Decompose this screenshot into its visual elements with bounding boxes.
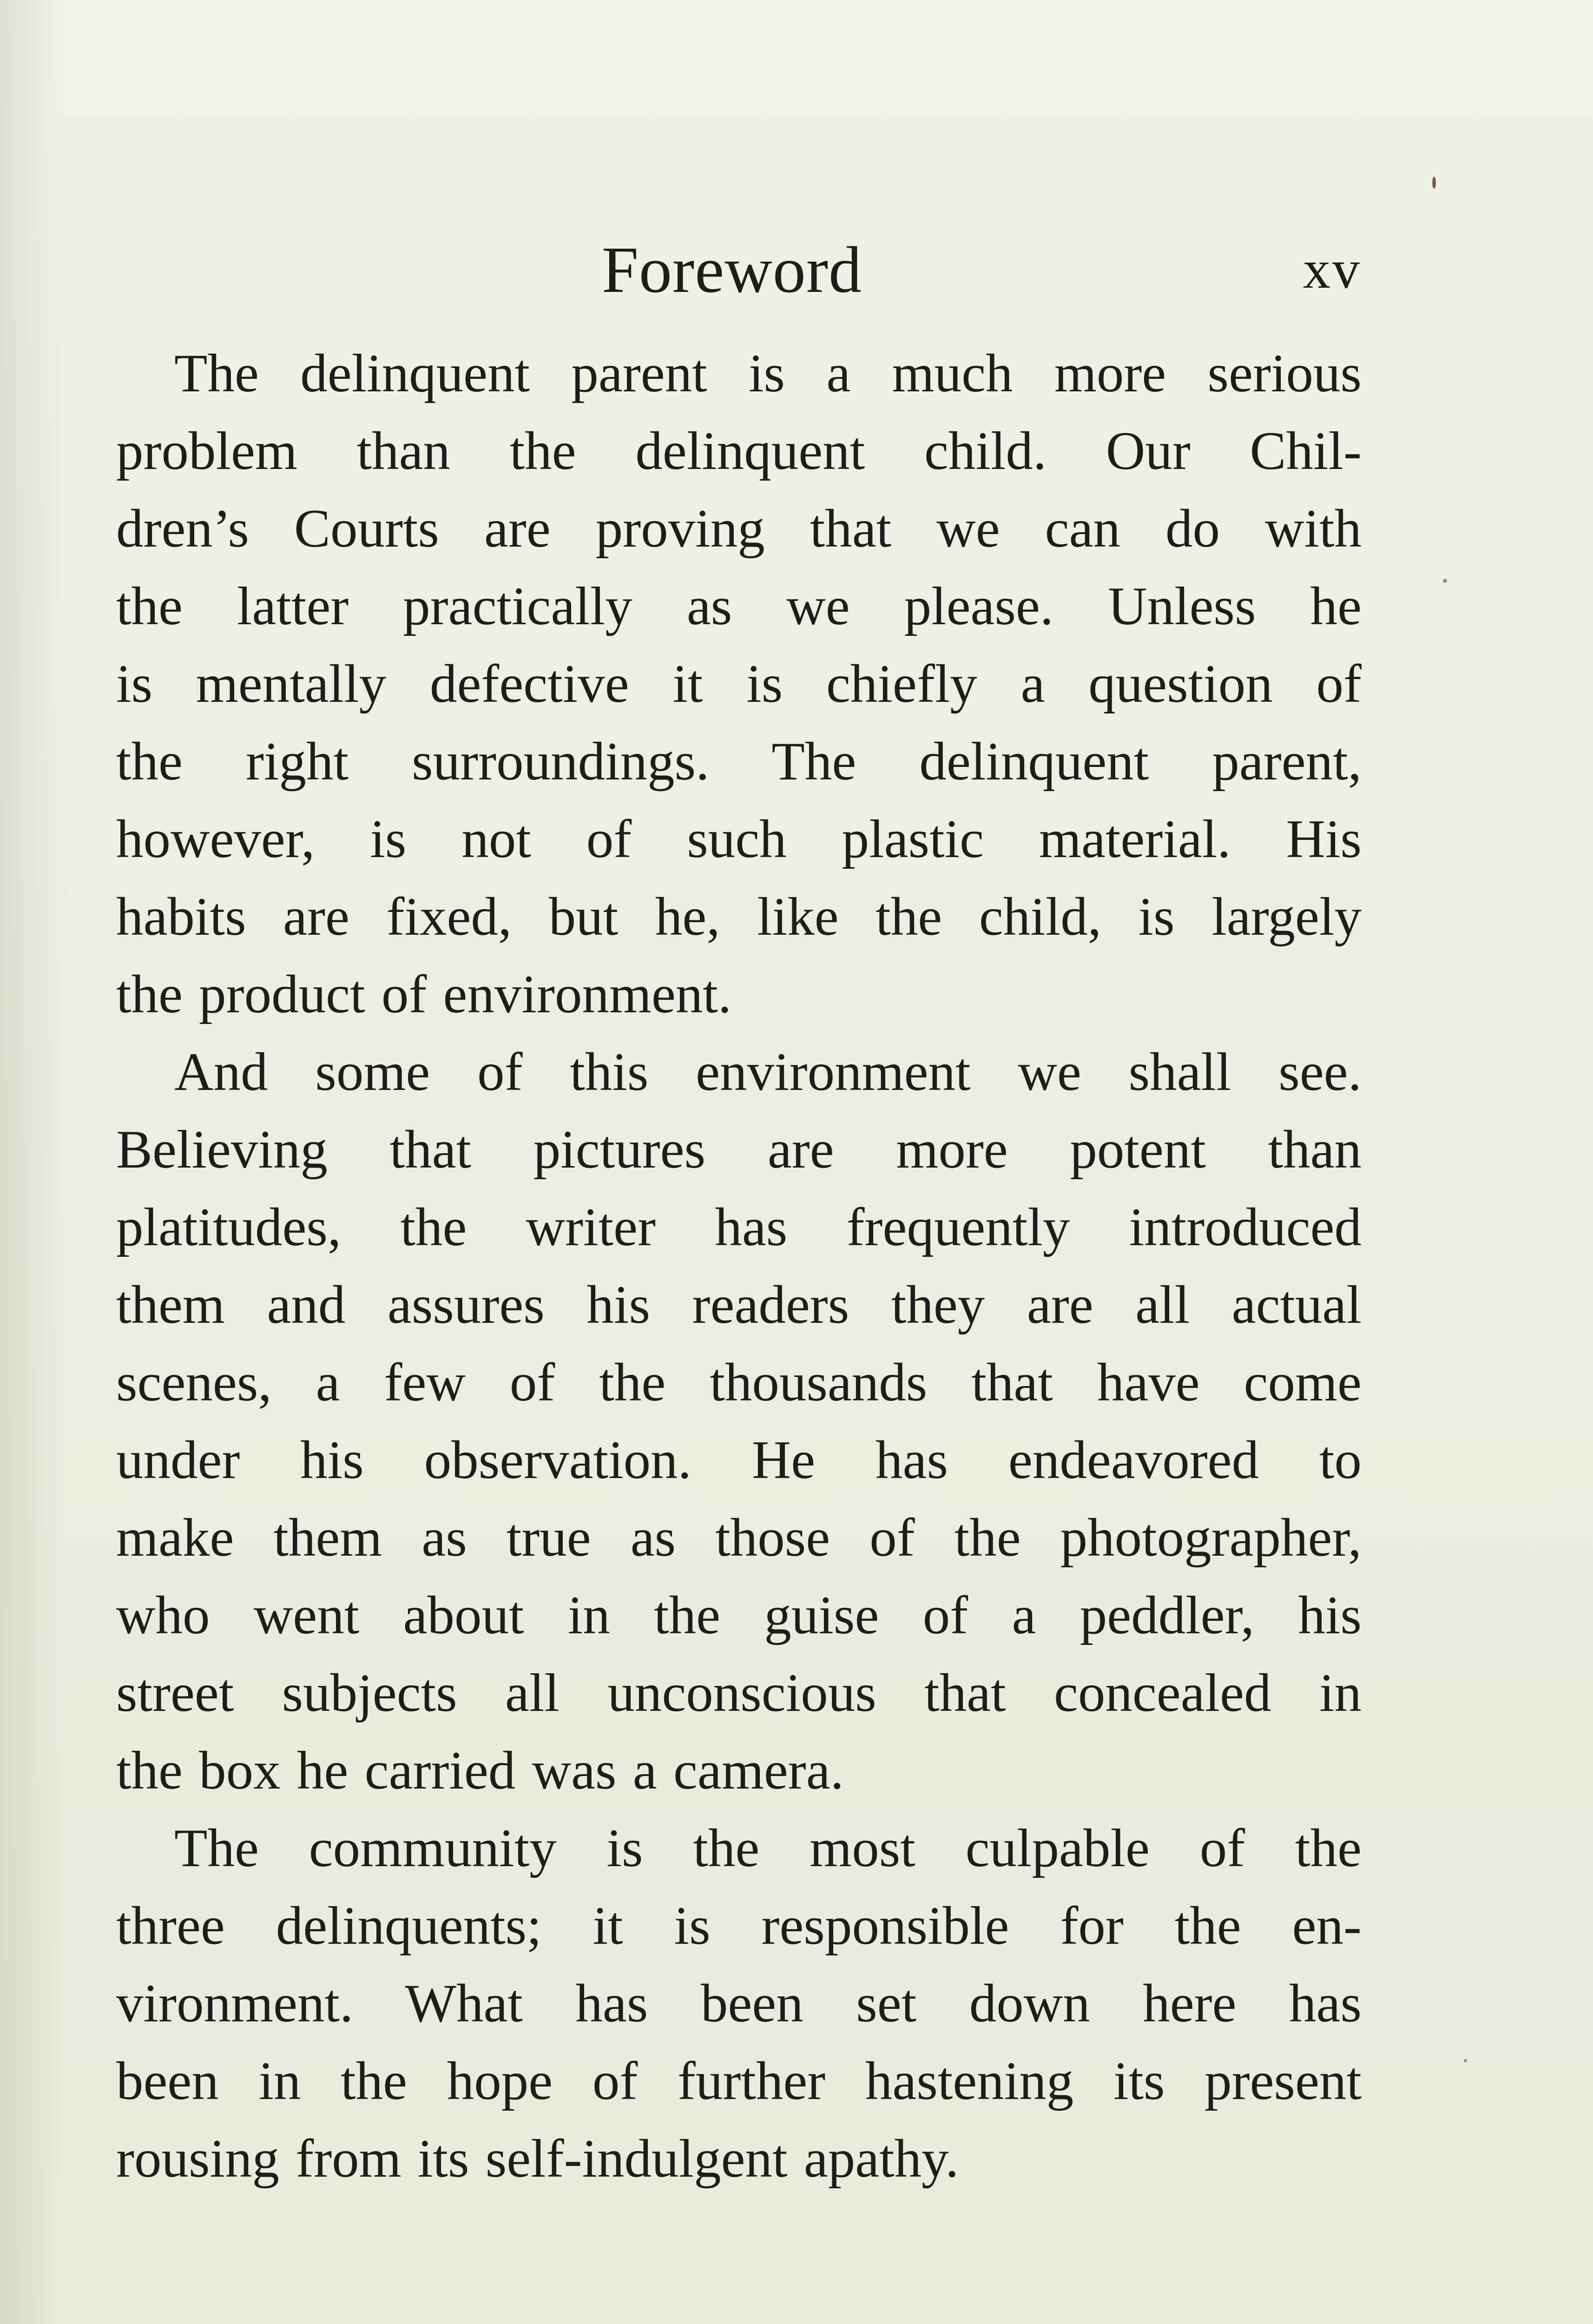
text-line: rousing from its self-indulgent apathy. bbox=[116, 2129, 959, 2189]
paper-speck bbox=[1432, 177, 1436, 189]
text-line: the box he carried was a camera. bbox=[116, 1741, 844, 1801]
paper-speck bbox=[1443, 579, 1447, 583]
text-line: problem than the delinquent child. Our Chil- bbox=[116, 421, 1362, 481]
text-line: under his observation. He has endeavored to bbox=[116, 1430, 1362, 1490]
text-line: The delinquent parent is a much more serious bbox=[174, 343, 1362, 403]
text-line: the product of environment. bbox=[116, 964, 732, 1024]
text-line: the right surroundings. The delinquent parent, bbox=[116, 732, 1362, 792]
running-head bbox=[116, 230, 1362, 309]
text-line: three delinquents; it is responsible for the en- bbox=[116, 1896, 1362, 1956]
paragraph-1 bbox=[116, 335, 1362, 1033]
text-line: the latter practically as we please. Unless he bbox=[116, 576, 1362, 636]
text-line: been in the hope of further hastening its present bbox=[116, 2051, 1362, 2111]
text-line: Believing that pictures are more potent than bbox=[116, 1120, 1362, 1180]
text-line: habits are fixed, but he, like the child, is largely bbox=[116, 887, 1362, 947]
body-text bbox=[116, 335, 1362, 2198]
page-number: xv bbox=[1303, 239, 1362, 300]
text-line: dren’s Courts are proving that we can do with bbox=[116, 499, 1362, 559]
text-line: street subjects all unconscious that concealed in bbox=[116, 1663, 1362, 1723]
running-title: Foreword bbox=[602, 233, 862, 306]
text-line: And some of this environment we shall see. bbox=[174, 1042, 1362, 1102]
text-line: make them as true as those of the photographer, bbox=[116, 1508, 1362, 1568]
paper-speck bbox=[1464, 2059, 1467, 2062]
text-line: The community is the most culpable of the bbox=[174, 1818, 1362, 1878]
text-line: is mentally defective it is chiefly a question of bbox=[116, 654, 1362, 714]
text-line: scenes, a few of the thousands that have come bbox=[116, 1353, 1362, 1413]
text-line: them and assures his readers they are all actual bbox=[116, 1275, 1362, 1335]
paragraph-3 bbox=[116, 1809, 1362, 2198]
text-line: vironment. What has been set down here has bbox=[116, 1974, 1362, 2034]
paragraph-2 bbox=[116, 1033, 1362, 1809]
text-line: however, is not of such plastic material. His bbox=[116, 809, 1362, 869]
text-line: platitudes, the writer has frequently introduced bbox=[116, 1197, 1362, 1257]
text-line: who went about in the guise of a peddler, his bbox=[116, 1585, 1362, 1645]
